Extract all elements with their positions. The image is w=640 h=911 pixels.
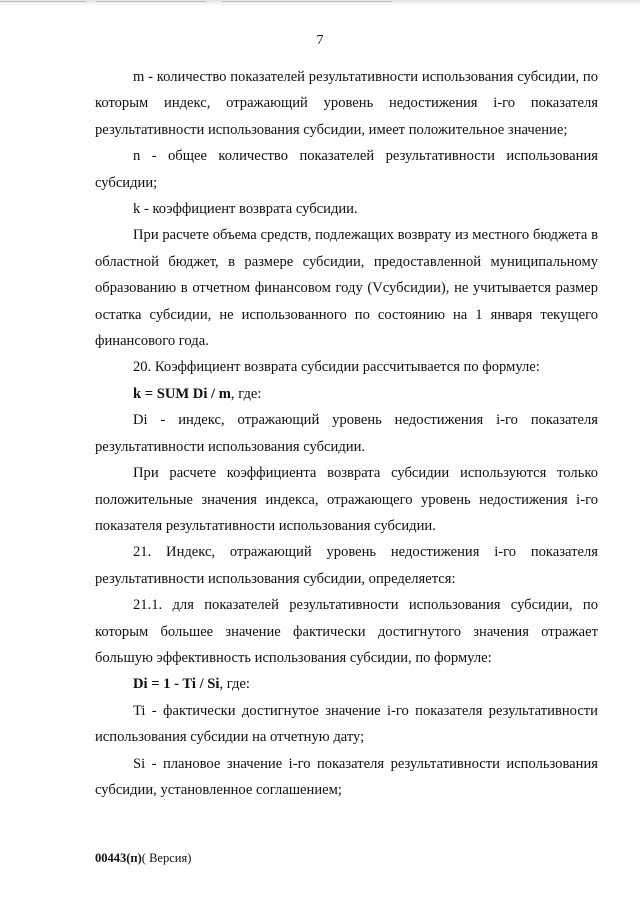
paragraph-ti-definition: Ti - фактически достигнутое значение i-го показателя результативности использования субсидии на отчетную дату;: [95, 702, 598, 746]
paragraph-m-definition: m - количество показателей результативности использования субсидии, по которым индекс, отражающий уровень недостижения i-го показателя результативности использования субсидии, имеет положительное значение;: [95, 69, 598, 138]
paragraph-clause-21-1: 21.1. для показателей результативности использования субсидии, по которым большее значение фактически достигнутого значения отражает большую эффективность использования субсидии, по формуле:: [95, 597, 598, 666]
formula-suffix: , где:: [230, 385, 262, 402]
paragraph-clause-21: 21. Индекс, отражающий уровень недостижения i-го показателя результативности использования субсидии, определяется:: [95, 544, 598, 587]
formula-suffix: , где:: [219, 676, 250, 693]
paragraph-positive-values: При расчете коэффициента возврата субсидии используются только положительные значения индекса, отражающего уровень недостижения i-го показателя результативности использования субсидии.: [95, 465, 598, 534]
page-number: 7: [316, 33, 324, 48]
scan-artifact-line: [96, 1, 206, 2]
paragraph-si-definition: Si - плановое значение i-го показателя результативности использования субсидии, установленное соглашением;: [95, 755, 598, 798]
scan-artifact-line: [222, 1, 392, 2]
paragraph-n-definition: n - общее количество показателей результативности использования субсидии;: [95, 148, 598, 191]
document-body: [95, 64, 598, 803]
document-code: 00443(п): [95, 851, 142, 865]
document-version: ( Версия): [141, 851, 192, 865]
scan-artifact-line: [0, 1, 86, 2]
formula-expression: k = SUM Di / m: [133, 385, 231, 402]
formula-index: [95, 671, 598, 697]
paragraph-remainder-rule: При расчете объема средств, подлежащих возврату из местного бюджета в областной бюджет, в размере субсидии, предоставленной муниципальному образованию в отчетном финансовом году (Vсубсидии), не учитывается размер остатка субсидии, не использованного по состоянию на 1 января текущего финансового года.: [95, 227, 598, 350]
paragraph-clause-20: 20. Коэффициент возврата субсидии рассчитывается по формуле:: [133, 359, 540, 376]
formula-return-coefficient: [95, 381, 598, 407]
formula-expression: Di = 1 - Ti / Si: [133, 676, 220, 693]
paragraph-di-definition: Di - индекс, отражающий уровень недостижения i-го показателя результативности использования субсидии.: [95, 412, 598, 455]
paragraph-k-definition: k - коэффициент возврата субсидии.: [133, 201, 358, 218]
document-footer: [95, 851, 191, 866]
